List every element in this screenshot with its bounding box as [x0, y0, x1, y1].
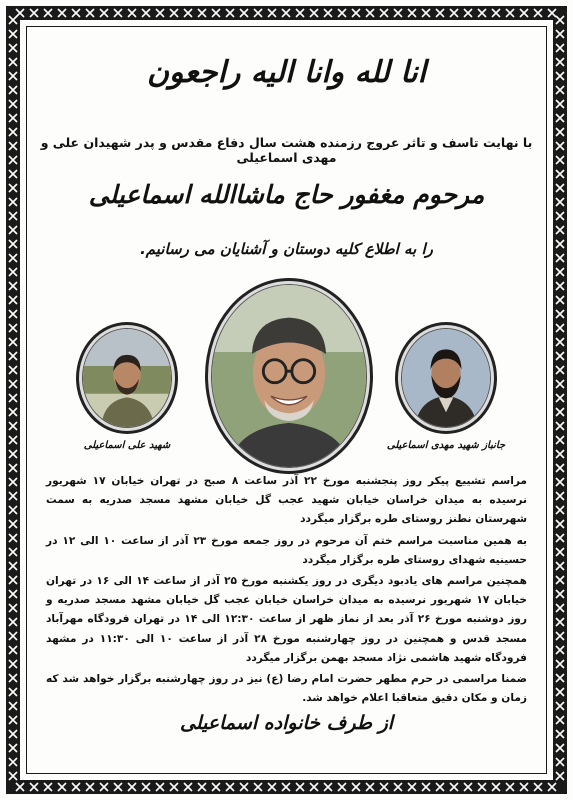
martyr-mehdi-portrait: [395, 322, 497, 434]
martyr-ali-caption: شهید علی اسماعیلی: [83, 440, 171, 451]
family-signature: از طرف خانواده اسماعیلی: [179, 712, 394, 734]
additional-ceremonies-paragraph: همچنین مراسم های یادبود دیگری در روز یکشنبه مورخ ۲۵ آذر از ساعت ۱۴ الی ۱۶ در تهران خیابان ۱۷ شهریور نرسیده به میدان خراسان خیابان عجب گل خیابان مشهد مسجد صدریه و روز دوشنبه مورخ ۲۶ آذر بعد از نماز ظهر از ساعت ۱۲:۳۰ الی ۱۴ در تهران فرودگاه مهرآباد مسجد قدس و همچنین در روز چهارشنبه مورخ ۲۸ آذر از ساعت ۱۰ الی ۱۱:۳۰ در مشهد فرودگاه شهید هاشمی نژاد مسجد بهمن برگزار میگردد: [46, 575, 528, 664]
deceased-name: مرحوم مغفور حاج ماشاالله اسماعیلی: [88, 180, 485, 209]
shrine-ceremony-paragraph: ضمنا مراسمی در حرم مطهر حضرت امام رضا (ع) نیز در روز چهارشنبه برگزار خواهد شد که زمان و مکان دقیق متعاقبا اعلام خواهد شد.: [46, 673, 527, 705]
funeral-paragraph: مراسم تشییع پیکر روز پنجشنبه مورخ ۲۲ آذر ساعت ۸ صبح در تهران خیابان ۱۷ شهریور نرسیده به میدان خراسان خیابان شهید عجب گل خیابان مشهد مسجد صدریه به سمت شهرستان نطنز روستای طره برگزار میگردد: [46, 475, 527, 526]
memorial-paragraph: به همین مناسبت مراسم ختم آن مرحوم در روز جمعه مورخ ۲۳ آذر از ساعت ۱۰ الی ۱۲ در حسینیه شهدای روستای طره برگزار میگردد: [46, 534, 527, 566]
condolence-line: با نهایت تاسف و تاثر عروج رزمنده هشت سال دفاع مقدس و پدر شهیدان علی و مهدی اسماعیلی: [40, 135, 533, 165]
inform-line: را به اطلاع کلیه دوستان و آشنایان می رسانیم.: [140, 240, 433, 258]
martyr-mehdi-caption: جانباز شهید مهدی اسماعیلی: [386, 440, 506, 451]
martyr-ali-portrait: [76, 322, 178, 434]
ceremony-details: [46, 472, 527, 710]
deceased-portrait: [205, 278, 373, 474]
basmala-calligraphy: انا لله وانا الیه راجعون: [146, 55, 427, 90]
